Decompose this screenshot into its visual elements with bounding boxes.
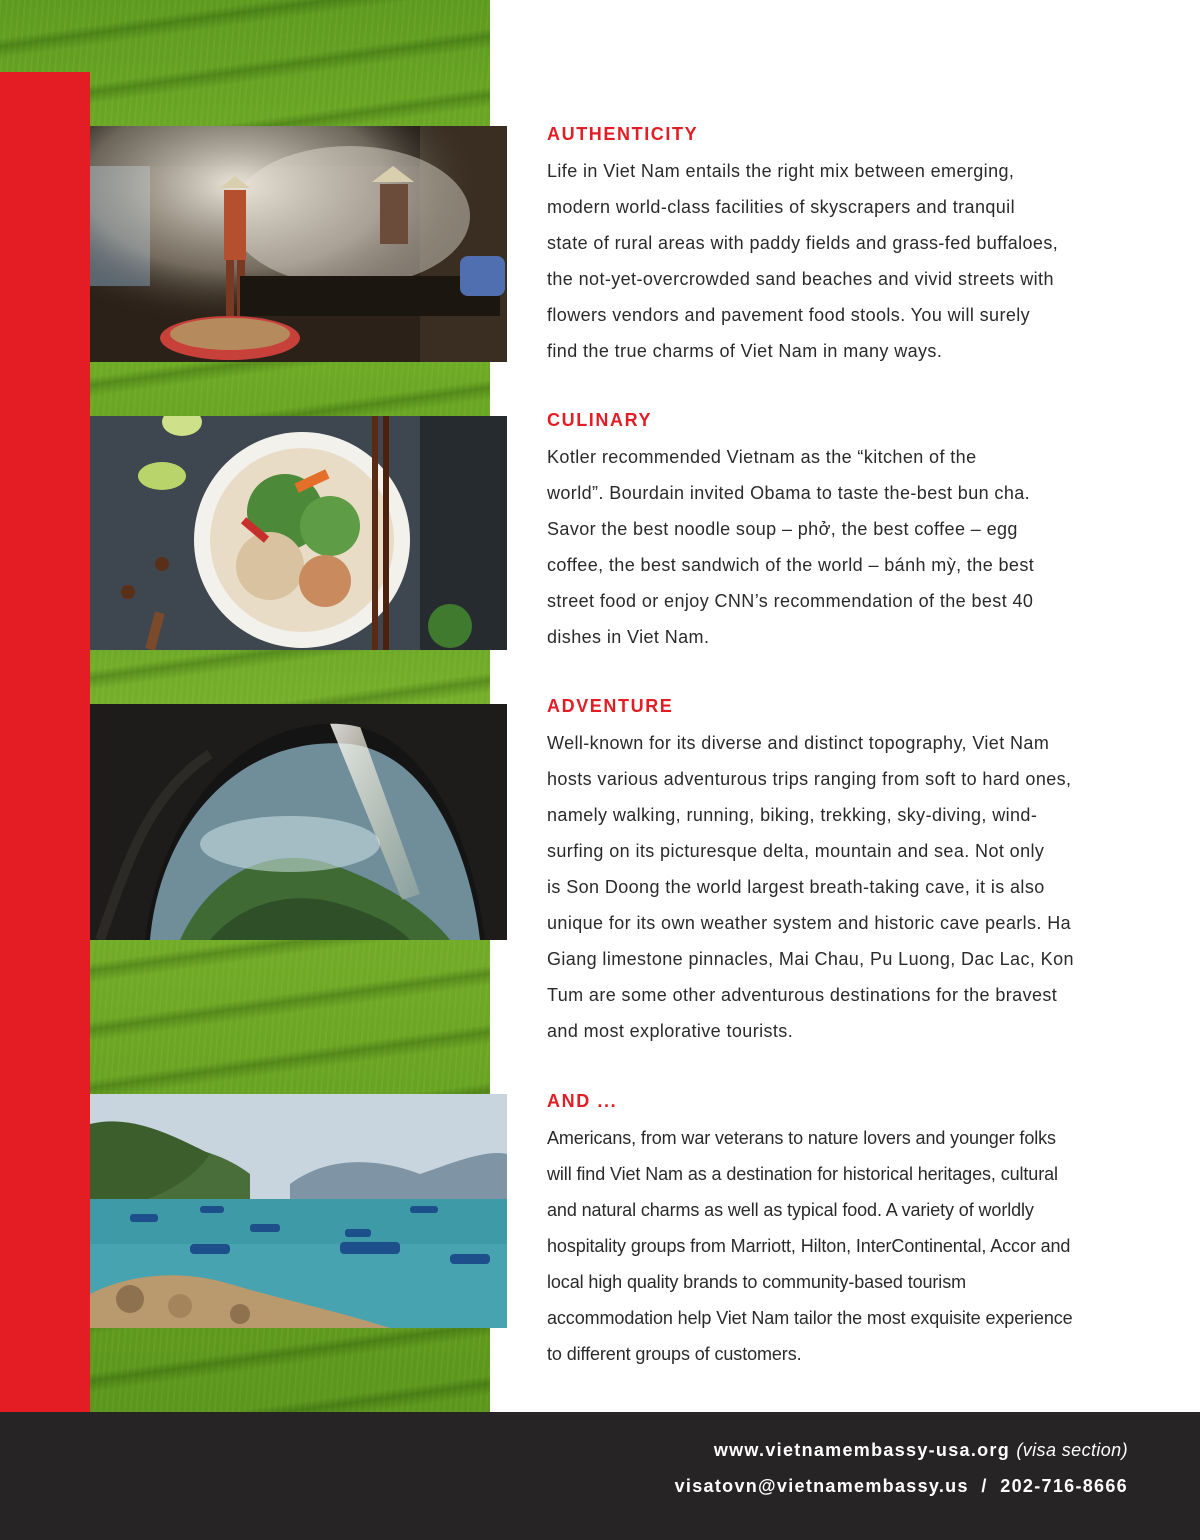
email-link[interactable]: visatovn@vietnamembassy.us <box>674 1476 969 1496</box>
culinary-section <box>547 409 1147 655</box>
and-more-section <box>547 1090 1147 1372</box>
website-note: (visa section) <box>1016 1440 1128 1460</box>
section-title: AND ... <box>547 1091 618 1111</box>
section-body: Kotler recommended Vietnam as the “kitchen of the world”. Bourdain invited Obama to taste the-best bun cha. Savor the best noodle soup – phở, the best coffee – egg coffee, the best sandwich of the world – bánh mỳ, the best street food or enjoy CNN’s recommendation of the best 40 dishes in Viet Nam. <box>547 447 1035 647</box>
village-cooking-photo <box>90 126 507 362</box>
footer-website-line <box>714 1440 1128 1461</box>
authenticity-section <box>547 123 1147 369</box>
section-title: ADVENTURE <box>547 696 674 716</box>
section-title: AUTHENTICITY <box>547 124 699 144</box>
section-body: Americans, from war veterans to nature lovers and younger folks will find Viet Nam as a destination for historical heritages, cultural and natural charms as well as typical food. A variety of worldly hospitality groups from Marriott, Hilton, InterContinental, Accor and local high quality brands to community-based tourism accommodation help Viet Nam tailor the most exquisite experience to different groups of customers. <box>547 1128 1073 1364</box>
footer <box>0 1412 1200 1540</box>
phone-number[interactable]: 202-716-8666 <box>1000 1476 1128 1496</box>
section-title: CULINARY <box>547 410 653 430</box>
contact-separator: / <box>981 1476 988 1496</box>
red-accent-bar <box>0 72 90 1412</box>
pho-noodle-bowl-photo <box>90 416 507 650</box>
son-doong-cave-photo <box>90 704 507 940</box>
coastal-bay-boats-photo <box>90 1094 507 1328</box>
section-body: Life in Viet Nam entails the right mix between emerging, modern world-class facilities of skyscrapers and tranquil state of rural areas with paddy fields and grass-fed buffaloes, the not-yet-overcrowded sand beaches and vivid streets with flowers vendors and pavement food stools. You will surely find the true charms of Viet Nam in many ways. <box>547 161 1059 361</box>
section-body: Well-known for its diverse and distinct topography, Viet Nam hosts various adventurous trips ranging from soft to hard ones, namely walking, running, biking, trekking, sky-diving, wind- surfing on its picturesque delta, mountain and sea. Not only is Son Doong the world largest breath-taking cave, it is also unique for its own weather system and historic cave pearls. Ha Giang limestone pinnacles, Mai Chau, Pu Luong, Dac Lac, Kon Tum are some other adventurous destinations for the bravest and most explorative tourists. <box>547 733 1074 1041</box>
footer-contact-line <box>675 1476 1128 1497</box>
adventure-section <box>547 695 1147 1049</box>
website-link[interactable]: www.vietnamembassy-usa.org <box>713 1440 1011 1460</box>
